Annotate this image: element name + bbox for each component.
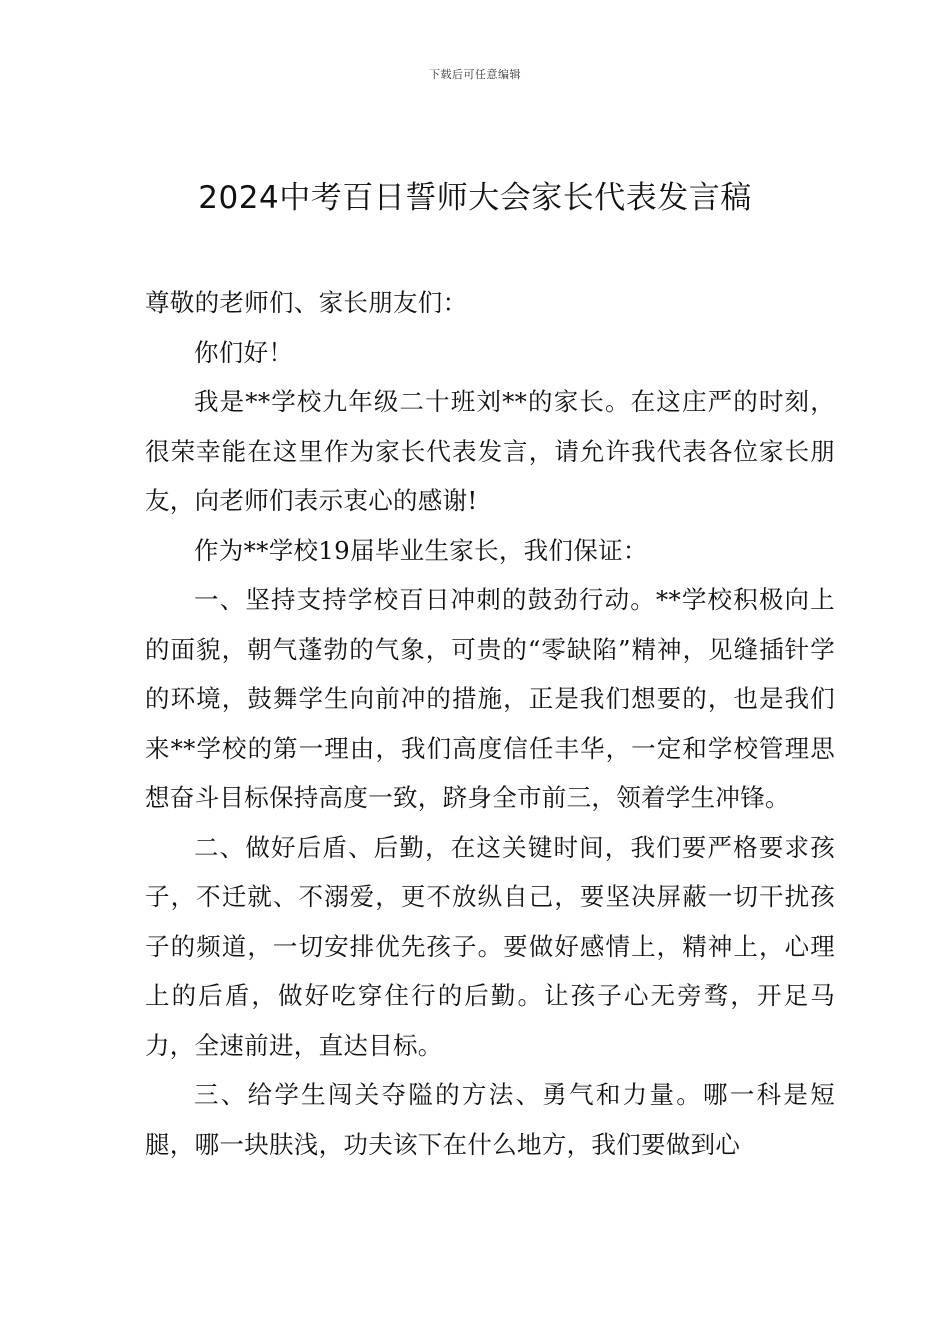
document-title: 2024中考百日誓师大会家长代表发言稿 bbox=[198, 180, 752, 216]
header-note: 下载后可任意编辑 bbox=[429, 68, 521, 81]
paragraph-pledge-two: 二、做好后盾、后勤，在这关键时间，我们要严格要求孩子，不迁就、不溺爱，更不放纵自己，要坚决屏蔽一切干扰孩子的频道，一切安排优先孩子。要做好感情上，精神上，心理上的后盾，做好吃穿住行的后勤。让孩子心无旁骛，开足马力，全速前进，直达目标。 bbox=[145, 832, 835, 1060]
paragraph-pledge-three: 三、给学生闯关夺隘的方法、勇气和力量。哪一科是短腿，哪一块肤浅，功夫该下在什么地方，我们要做到心 bbox=[145, 1080, 835, 1159]
paragraph-introduction: 我是**学校九年级二十班刘**的家长。在这庄严的时刻，很荣幸能在这里作为家长代表发言，请允许我代表各位家长朋友，向老师们表示衷心的感谢! bbox=[145, 387, 835, 515]
paragraph-pledge-intro: 作为**学校19届毕业生家长，我们保证： bbox=[194, 535, 648, 565]
paragraph-pledge-one: 一、坚持支持学校百日冲刺的鼓劲行动。**学校积极向上的面貌，朝气蓬勃的气象，可贵的“零缺陷”精神，见缝插针学的环境，鼓舞学生向前冲的措施，正是我们想要的，也是我们来**学校的第一理由，我们高度信任丰华，一定和学校管理思想奋斗目标保持高度一致，跻身全市前三，领着学生冲锋。 bbox=[145, 585, 835, 812]
salutation: 尊敬的老师们、家长朋友们： bbox=[145, 288, 468, 317]
document-body bbox=[145, 278, 835, 1169]
greeting: 你们好！ bbox=[194, 337, 294, 367]
